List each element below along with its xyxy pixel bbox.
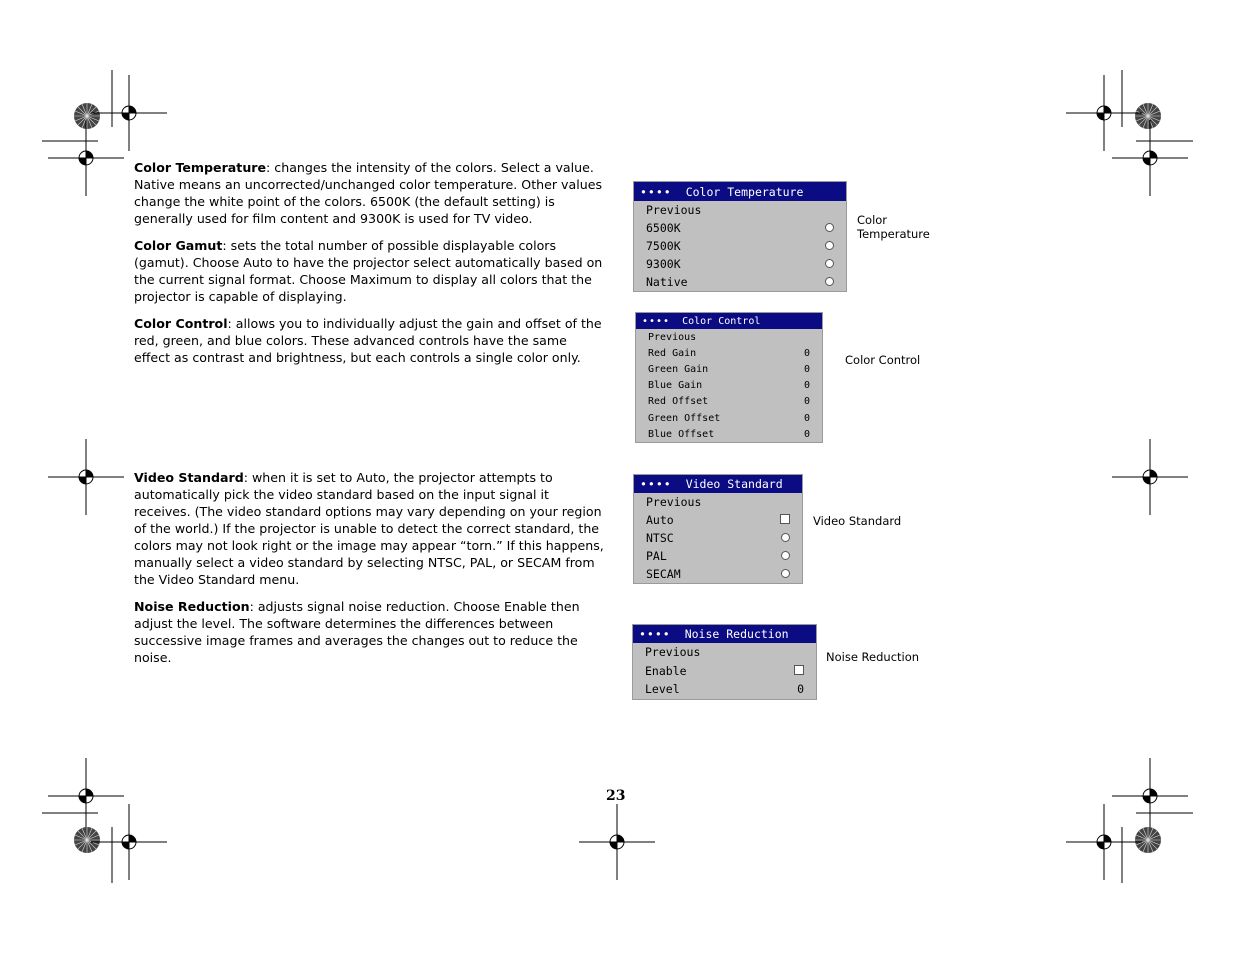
menu-item-value: 0 — [803, 412, 810, 424]
crosshair-mark — [91, 804, 167, 880]
crosshair-mark — [91, 75, 167, 151]
menu-item-label: Green Gain — [648, 363, 709, 375]
menu-item-label: Red Gain — [648, 347, 697, 359]
menu-dots: •••• — [640, 477, 672, 491]
menu-item-label: Native — [646, 275, 688, 289]
term-color-gamut: Color Gamut — [134, 238, 223, 253]
menu-title: Video Standard — [685, 477, 783, 491]
caption-noise-reduction: Noise Reduction — [826, 650, 920, 664]
page-number: 23 — [606, 788, 626, 804]
starburst-mark — [1135, 103, 1161, 129]
menu-item-value: 0 — [803, 428, 810, 440]
starburst-mark — [74, 827, 100, 853]
crosshair-mark — [579, 804, 655, 880]
menu-item-label: Enable — [645, 663, 687, 678]
crosshair-mark — [1066, 804, 1142, 880]
text-color-gamut: : sets the total number of possible displayable colors (gamut). Choose Auto to have the projector select automatically based on the current signal format. Choose Maximum to display all colors that the projector is capable of displaying. — [134, 238, 603, 304]
text-noise-reduction: : adjusts signal noise reduction. Choose Enable then adjust the level. The software determines the differences between successive image frames and averages the changes out to reduce the noise. — [134, 599, 580, 665]
menu-item-label: SECAM — [646, 567, 681, 581]
menu-item-value: 0 — [803, 396, 810, 408]
menu-item-label: Previous — [648, 331, 697, 343]
menu-item-label: Previous — [646, 203, 702, 217]
term-noise-reduction: Noise Reduction — [134, 599, 250, 614]
menu-item-value: 0 — [803, 363, 810, 375]
menu-item-label: Blue Gain — [648, 380, 703, 392]
term-video-standard: Video Standard — [134, 470, 244, 485]
menu-item-label: PAL — [646, 549, 667, 563]
term-color-control: Color Control — [134, 316, 228, 331]
menu-dots: •••• — [639, 627, 671, 641]
crosshair-mark — [1112, 758, 1188, 834]
menu-item-label: Red Offset — [648, 396, 709, 408]
term-color-temperature: Color Temperature — [134, 160, 267, 175]
menu-dots: •••• — [642, 315, 671, 327]
menu-item-value: 0 — [803, 380, 810, 392]
menu-item-label: 9300K — [646, 257, 681, 271]
menu-title: Color Control — [682, 315, 761, 327]
starburst-mark — [74, 103, 100, 129]
starburst-mark — [1135, 827, 1161, 853]
menu-item-label: Auto — [646, 513, 674, 527]
text-color-control: : allows you to individually adjust the gain and offset of the red, green, and blue colors. These advanced controls have the same effect as contrast and brightness, but each controls a single color only. — [134, 316, 602, 365]
crosshair-mark — [48, 439, 124, 515]
menu-item-label: NTSC — [646, 531, 674, 545]
menu-item-label: Green Offset — [648, 412, 721, 424]
menu-item-label: Previous — [646, 495, 702, 509]
caption-line: Color — [857, 213, 888, 227]
menu-title: Noise Reduction — [684, 627, 789, 641]
crosshair-mark — [48, 758, 124, 834]
menu-item-value: 0 — [797, 682, 804, 697]
menu-item-label: 7500K — [646, 239, 681, 253]
crosshair-mark — [48, 120, 124, 196]
crosshair-mark — [1112, 439, 1188, 515]
menu-item-label: Level — [645, 682, 680, 697]
menu-item-label: Blue Offset — [648, 428, 715, 440]
menu-dots: •••• — [640, 184, 672, 199]
menu-item-value: 0 — [803, 347, 810, 359]
text-video-standard: : when it is set to Auto, the projector attempts to automatically pick the video standard based on the input signal it receives. (The video standard options may vary depending on your region of the world.) If the projector is unable to detect the correct standard, the colors may not look right or the image may appear “torn.” If this happens, manually select a video standard by selecting NTSC, PAL, or SECAM from the Video Standard menu. — [134, 470, 604, 587]
crosshair-mark — [1066, 75, 1142, 151]
menu-item-label: Previous — [645, 645, 701, 660]
caption-color-control: Color Control — [845, 353, 921, 367]
caption-video-standard: Video Standard — [813, 514, 902, 528]
menu-item-label: 6500K — [646, 221, 681, 235]
text-color-temperature: : changes the intensity of the colors. Select a value. Native means an uncorrected/unchanged color temperature. Other values change the white point of the colors. 6500K (the default setting) is generally used for film content and 9300K is used for TV video. — [134, 160, 603, 226]
caption-line: Temperature — [857, 227, 930, 241]
crosshair-mark — [1112, 120, 1188, 196]
menu-title: Color Temperature — [685, 184, 804, 199]
